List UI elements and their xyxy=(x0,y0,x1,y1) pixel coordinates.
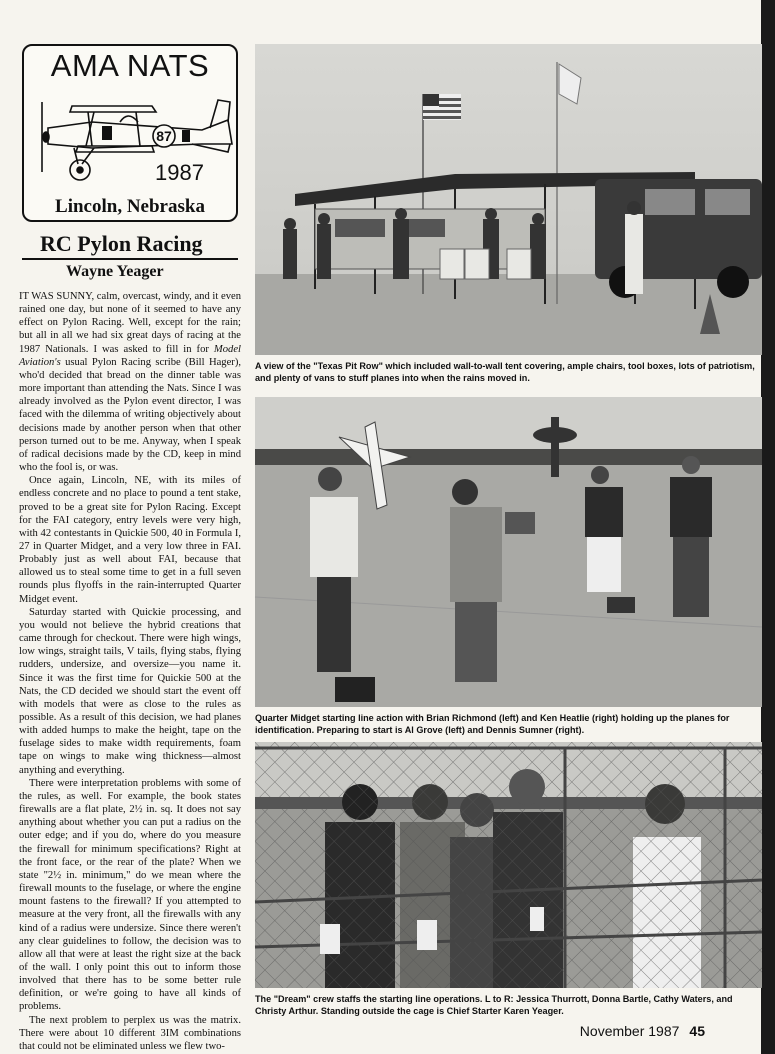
issue-date: November 1987 xyxy=(579,1023,680,1039)
logo-title: AMA NATS xyxy=(50,48,210,83)
publication-title: Model Aviation's xyxy=(19,343,241,368)
article-byline: Wayne Yeager xyxy=(66,263,164,280)
article-paragraph: There were interpretation problems with some of the rules, as well. For example, the book states firewalls are a flat plate, 2½ in. sq. It does not say anything about whether you can put a radius on the outer edge; and if you do, where do you measure the firewall for minimum specifications? Right at the front face, or the rear of the plate? When we state "2½ in. minimum," do we mean where the firewall mounts to the fuselage, or where the engine mount fastens to the firewall? If you attempted to measure at the very front, all the firewalls with any kind of a radius were undersize. Since there weren't any clear guidelines to follow, the decision was to allow all that were at least the right size at the back of the wall. I only point this out to inform those involved that there has to be some better rule definition, or we're going to have all kinds of problems. xyxy=(19,777,241,1013)
headline-rule xyxy=(22,258,238,260)
article-paragraph: Once again, Lincoln, NE, with its miles of endless concrete and no place to pound a tent stake, proved to be a great site for Pylon Racing. Except for the FAI category, entry levels were very high, with 42 contestants in Quickie 500, 40 in Formula I, 27 in Quarter Midget, and a very low three in FAI. Probably just as well about FAI, because that allowed us to steal some time to get in a full seven rounds plus flyoffs in the rain-interrupted Quarter Midget event. xyxy=(19,475,241,605)
plane-number: 87 xyxy=(156,128,172,144)
logo-location: Lincoln, Nebraska xyxy=(55,196,205,217)
article-paragraph: The next problem to perplex us was the matrix. There were about 10 different 3IM combinations that could not be eliminated unless we flew two- xyxy=(19,1014,241,1052)
dream-crew-photo xyxy=(255,742,762,988)
photo-caption: The "Dream" crew staffs the starting line operations. L to R: Jessica Thurrott, Donna Bartle, Cathy Waters, and Christy Arthur. Standing outside the cage is Chief Starter Karen Yeager. xyxy=(255,994,733,1017)
photo-caption: A view of the "Texas Pit Row" which included wall-to-wall tent covering, ample chairs, tool boxes, lots of patriotism, and plenty of vans to stuff planes into when the rains moved in. xyxy=(255,361,755,384)
page-number: 45 xyxy=(689,1023,705,1039)
pit-row-photo xyxy=(255,44,762,355)
ama-nats-logo xyxy=(22,44,238,222)
biplane-icon xyxy=(32,92,237,184)
article-paragraph: Saturday started with Quickie processing, and you would not believe the hybrid creations that came through for checkout. There were high wings, low wings, straight tails, V tails, flying stabs, flying rudders, undersize, and oversize—you name it. Since it was the first time for Quickie 500 at the Nats, the CD decided we should start the event off with models that were as close to the rules as possible. As a result of this decision, we had planes with added humps to make the height, tape on the fuselage sides to make width requirements, foam tape on wings to make wing thickness—almost anything and everything. xyxy=(19,606,241,776)
article-headline: RC Pylon Racing xyxy=(40,231,203,256)
page-edge-bar xyxy=(761,0,775,1054)
photo-caption: Quarter Midget starting line action with Brian Richmond (left) and Ken Heatlie (right) holding up the planes for identification. Preparing to start is Al Grove (left) and Dennis Sumner (right). xyxy=(255,713,730,736)
logo-year: 1987 xyxy=(155,160,204,185)
page-footer xyxy=(580,1023,705,1039)
article-paragraph: IT WAS SUNNY, calm, overcast, windy, and it even rained one day, but none of it seemed to have any effect on Pylon Racing. Well, except for the rain; but all in all we had six great days of racing at the 1987 Nationals. I was asked to fill in for Model Aviation's usual Pylon Racing scribe (Bill Hager), who'd decided that bread on the dinner table was more important than attending the Nats. Since I was already involved as the Pylon event director, I was faced with the dilemma of writing objectively about decisions made by another person when that other person turned out to be me. Anyway, when I speak of radical decisions made by the CD, keep in mind who the fool is, or was. xyxy=(19,291,241,474)
article-body xyxy=(19,290,241,1052)
starting-line-photo xyxy=(255,397,762,707)
